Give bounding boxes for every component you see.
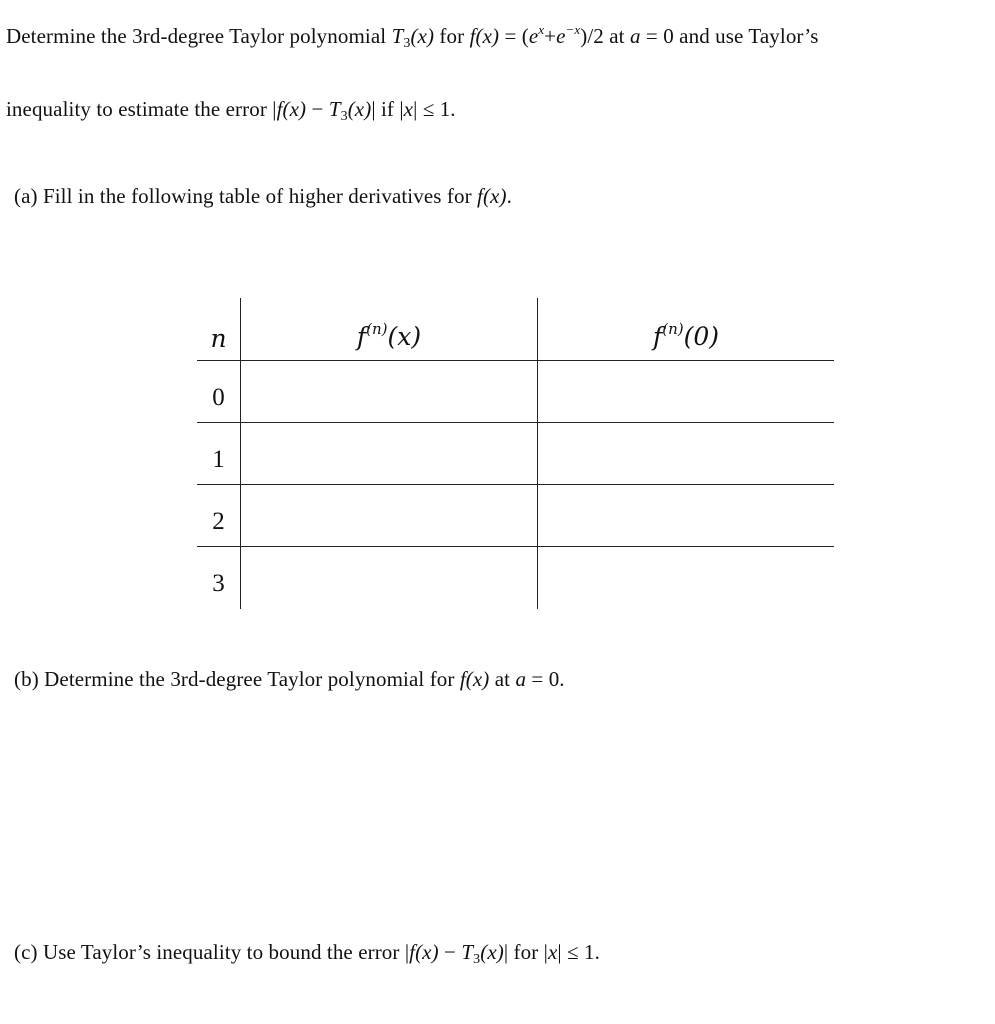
text: (c) Use Taylor’s inequality to bound the error | [14, 940, 410, 964]
header-f: f [356, 322, 367, 351]
math-a: a [629, 24, 641, 48]
math-arg: (x) [347, 97, 372, 121]
math-exponent: x [538, 22, 545, 37]
math-fx: f(x) [409, 940, 439, 964]
math-fx: f(x) [276, 97, 307, 121]
math-e: e [528, 24, 539, 48]
math-fx: f(x) [477, 184, 507, 208]
header-sup: (n) [662, 320, 684, 338]
part-a-prompt [14, 184, 512, 209]
table-divider [197, 484, 834, 485]
text: | if | [371, 97, 404, 121]
math-exponent: −x [565, 22, 581, 37]
math-T: T [391, 24, 404, 48]
part-c-prompt [14, 940, 600, 965]
table-divider [197, 546, 834, 547]
problem-statement-line-2 [6, 97, 456, 122]
row-n-0: 0 [212, 384, 225, 411]
math-e: e [556, 24, 566, 48]
text: (b) Determine the 3rd-degree Taylor polynomial for [14, 667, 460, 691]
text: = ( [499, 24, 529, 48]
header-n: n [210, 324, 227, 353]
header-arg: (0) [683, 322, 720, 351]
math-x: x [403, 97, 414, 121]
text: at [489, 667, 516, 691]
text: . [506, 184, 512, 208]
text: + [544, 24, 557, 48]
math-x: x [547, 940, 558, 964]
math-T: T [461, 940, 474, 964]
text: − [306, 97, 329, 121]
text: (a) Fill in the following table of higher derivatives for [14, 184, 478, 208]
math-arg: (x) [410, 24, 435, 48]
text: | ≤ 1. [557, 940, 600, 964]
text: = 0 and use Taylor’s [640, 24, 819, 48]
row-n-1: 1 [212, 446, 225, 473]
header-f: f [652, 322, 663, 351]
table-divider [197, 422, 834, 423]
header-fn-x [241, 322, 537, 351]
math-arg: (x) [480, 940, 504, 964]
derivatives-table [197, 298, 834, 609]
math-subscript: 3 [403, 36, 411, 51]
math-fx: f(x) [469, 24, 500, 48]
table-divider [197, 360, 834, 361]
math-fx: f(x) [459, 667, 490, 691]
text: Determine the 3rd-degree Taylor polynomial [6, 24, 392, 48]
math-a: a [515, 667, 527, 691]
math-T: T [328, 97, 341, 121]
text: for [434, 24, 470, 48]
text: − [438, 940, 462, 964]
math-subscript: 3 [473, 952, 481, 967]
header-fn-0 [538, 322, 834, 351]
text: = 0. [526, 667, 565, 691]
text: )/2 at [580, 24, 630, 48]
header-sup: (n) [366, 320, 388, 338]
row-n-2: 2 [212, 508, 225, 535]
text: inequality to estimate the error | [6, 97, 277, 121]
math-subscript: 3 [340, 109, 348, 124]
problem-statement-line-1 [6, 24, 819, 49]
part-b-prompt [14, 667, 565, 692]
header-arg: (x) [387, 322, 422, 351]
text: | ≤ 1. [413, 97, 456, 121]
row-n-3: 3 [212, 570, 225, 597]
text: | for | [503, 940, 548, 964]
